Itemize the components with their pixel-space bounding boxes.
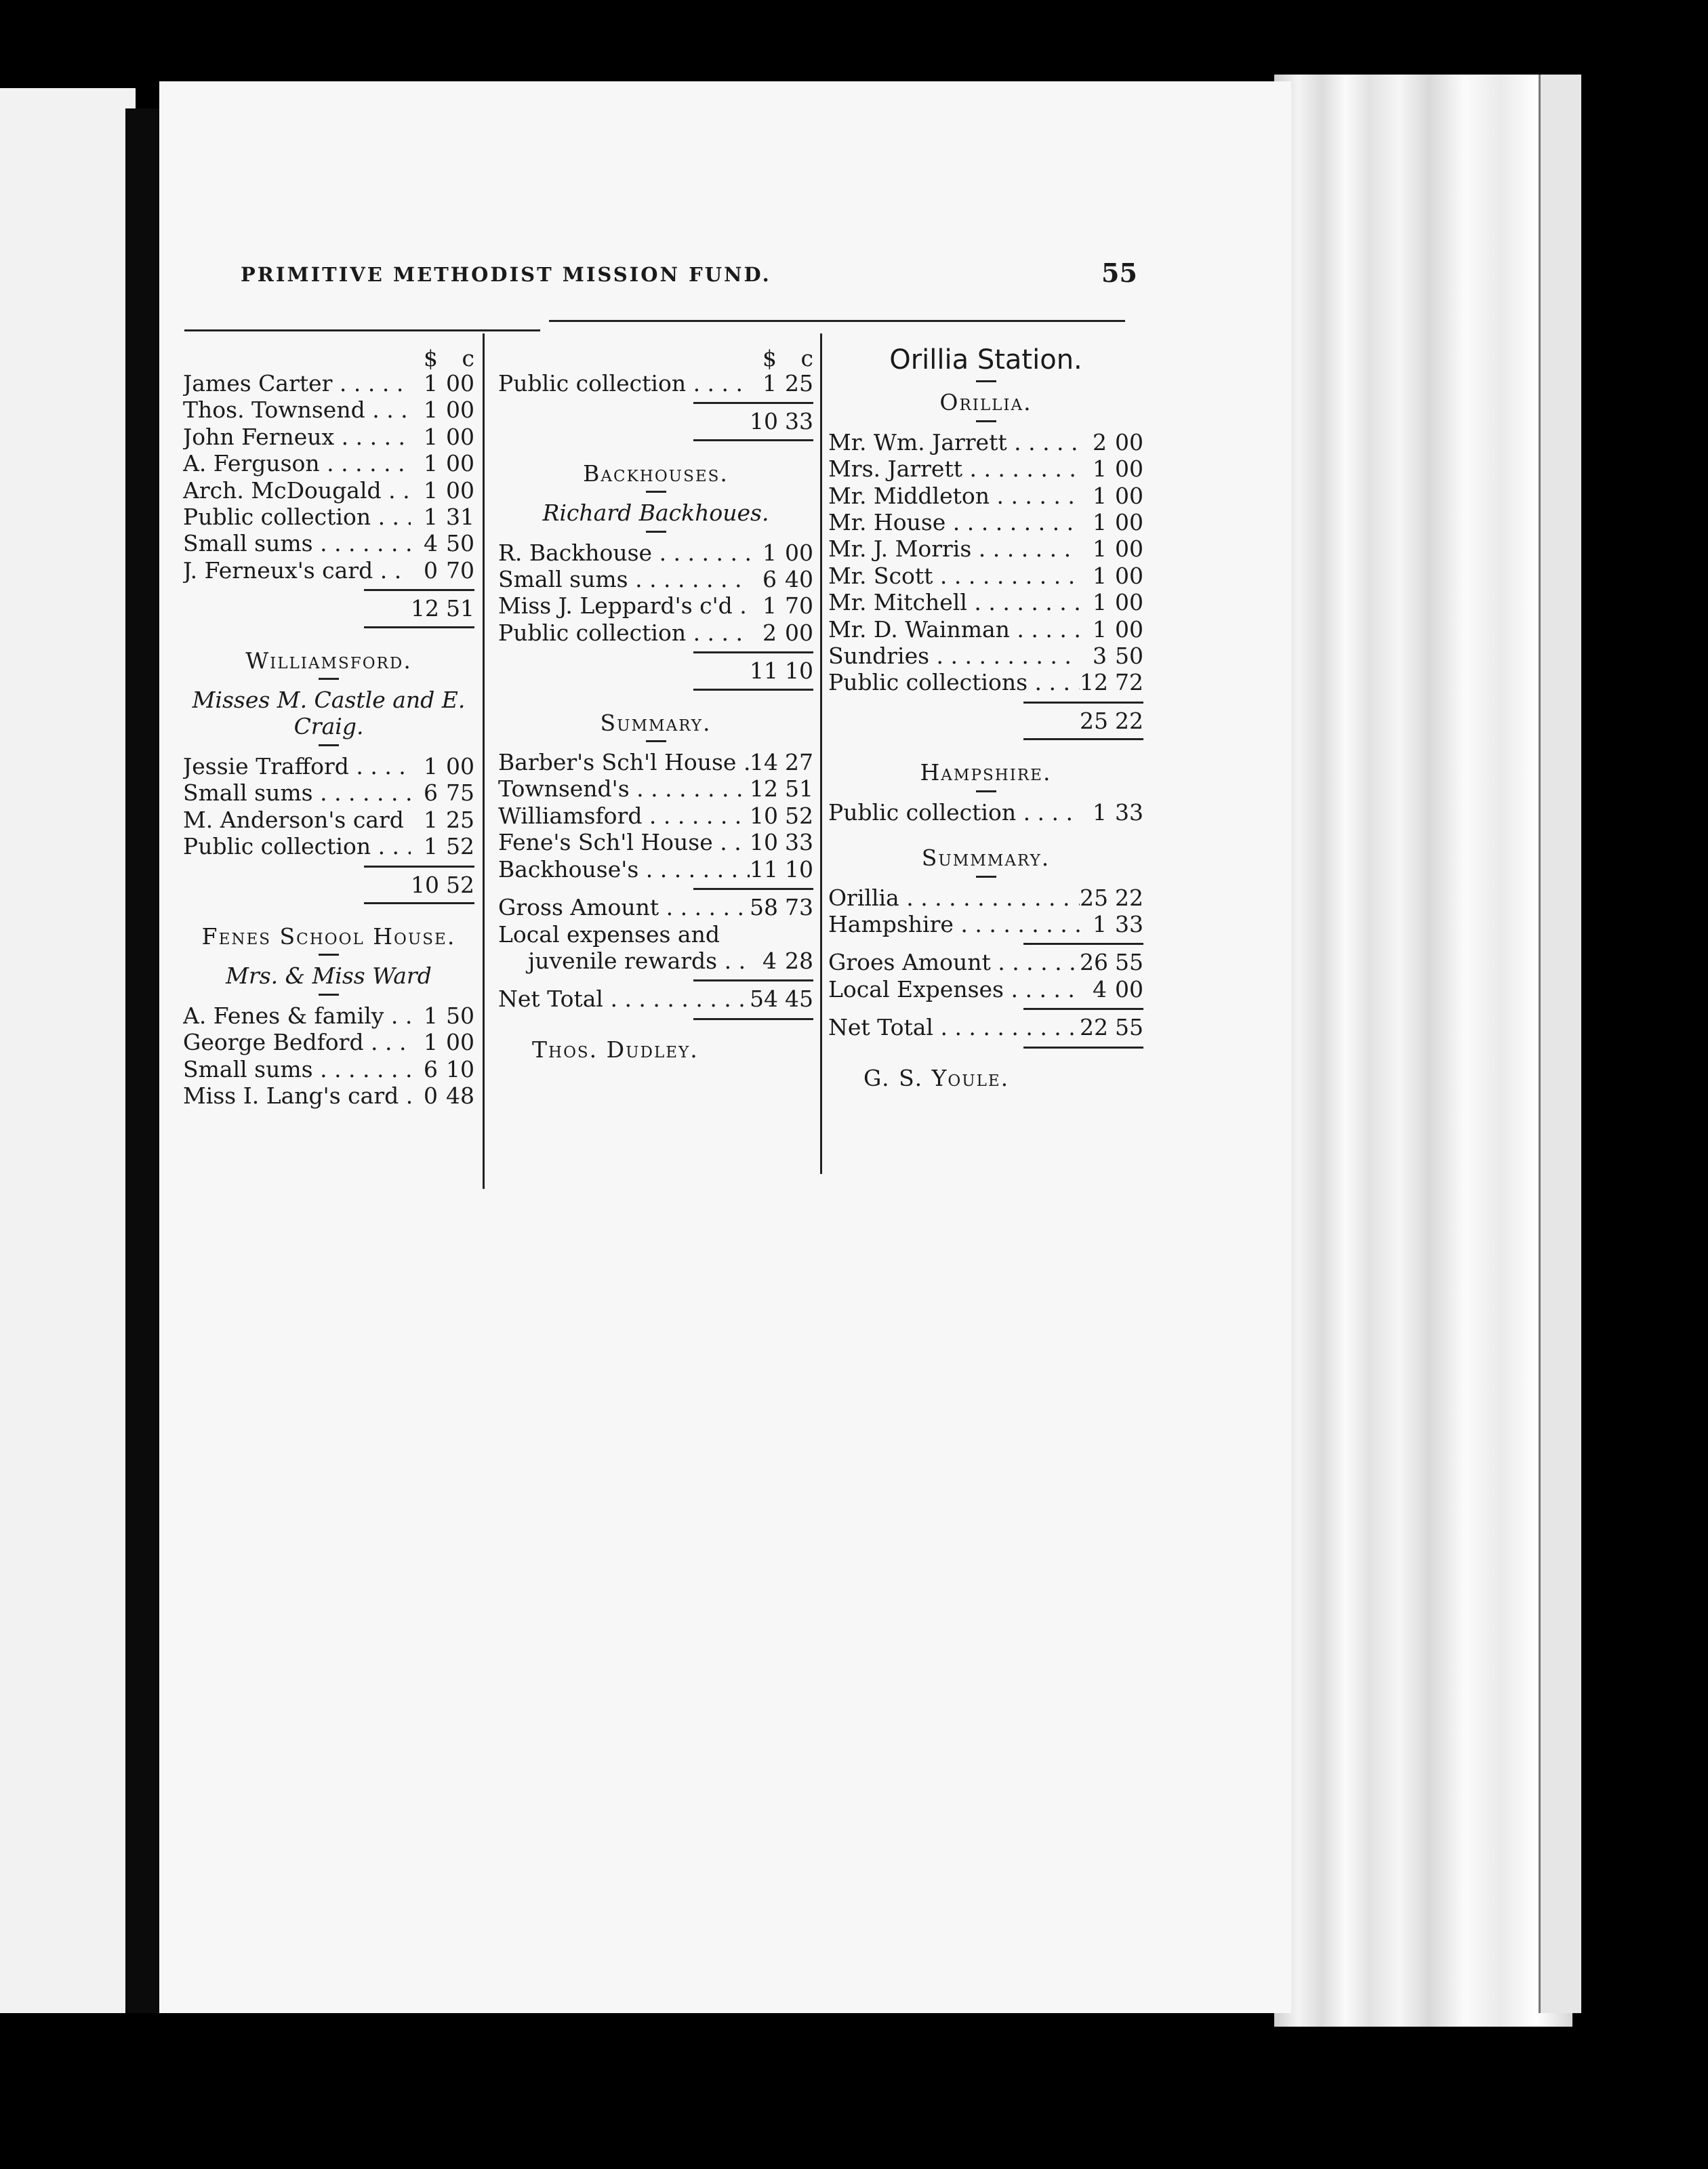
column-divider-1: [483, 333, 485, 1189]
entry-label: Orillia . . .: [828, 885, 1080, 911]
cents-value: 00: [446, 752, 474, 779]
entry-label: Townsend's . . .: [498, 775, 750, 802]
cents-header: c: [800, 345, 813, 371]
column-3: [828, 344, 1143, 1091]
fenes-list: [183, 1002, 474, 1110]
ledger-row: [498, 775, 813, 802]
cents-value: 22: [1115, 884, 1143, 911]
heading-dash: [646, 491, 666, 493]
entry-label: Mr. D. Wainman . . .: [828, 616, 1080, 643]
ledger-row: [183, 833, 474, 859]
cents-value: 33: [785, 829, 813, 856]
collectors-names: Richard Backhoues.: [542, 500, 769, 527]
ledger-row: [498, 620, 813, 646]
page-edges: [1274, 75, 1572, 2027]
dollars-value: 6: [762, 566, 777, 593]
ledger-row: [828, 911, 1143, 937]
dollars-value: 1: [424, 397, 438, 424]
dollars-value: 1: [424, 1002, 438, 1029]
ledger-row: [828, 616, 1143, 643]
orillia-list: [828, 429, 1143, 696]
fenes-total: 10 33: [693, 402, 813, 441]
dollars-value: 1: [1093, 535, 1107, 563]
collectors-names: Misses M. Castle and E. Craig.: [192, 687, 466, 740]
entry-label: Mr. Scott . . .: [828, 563, 1080, 589]
header-rule-right: [549, 320, 1125, 322]
cents-value: 00: [446, 1029, 474, 1056]
summary-list: [828, 885, 1143, 938]
ledger-row: [498, 540, 813, 566]
heading-dash: [319, 994, 339, 996]
cents-value: 51: [785, 775, 813, 803]
entry-label: Public collections . . .: [828, 669, 1080, 695]
section-heading-orillia: Orillia.: [939, 389, 1032, 416]
townsends-total: 12 51: [364, 589, 474, 628]
cents-value: 00: [446, 397, 474, 424]
entry-label: M. Anderson's card . . .: [183, 807, 411, 833]
cents-value: 75: [446, 779, 474, 807]
ledger-row: [498, 829, 813, 855]
dollars-value: 25: [1080, 884, 1108, 911]
currency-header: [183, 347, 474, 370]
ledger-row: [828, 669, 1143, 695]
column-divider-2: [820, 333, 822, 1174]
dollars-value: 1: [762, 539, 777, 566]
ledger-row: [828, 509, 1143, 535]
cents-value: 00: [446, 477, 474, 504]
hampshire-list: [828, 799, 1143, 826]
dollars-value: 1: [1093, 509, 1107, 536]
dollars-value: 11: [750, 855, 778, 883]
entry-label: Hampshire . . .: [828, 911, 1080, 937]
ledger-row: [183, 424, 474, 450]
dollars-value: 1: [1093, 615, 1107, 643]
cents-value: 52: [785, 802, 813, 829]
running-header: PRIMITIVE METHODIST MISSION FUND.: [241, 263, 771, 286]
cents-value: 10: [446, 1055, 474, 1082]
dollars-value: 1: [762, 370, 777, 397]
entry-label: Sundries . . .: [828, 643, 1080, 669]
section-heading-williamsford: Williamsford.: [245, 647, 412, 674]
townsends-list: [183, 370, 474, 584]
dollar-header: $: [424, 345, 438, 371]
ledger-row: [498, 370, 813, 397]
cents-value: 00: [446, 450, 474, 477]
ledger-row: [183, 370, 474, 397]
cents-value: 00: [785, 619, 813, 646]
entry-label: James Carter . . .: [183, 370, 411, 397]
ledger-row: [498, 803, 813, 829]
entry-label: J. Ferneux's card . . .: [183, 557, 411, 584]
dollars-value: 1: [424, 833, 438, 860]
heading-dash: [976, 380, 996, 382]
backhouses-list: [498, 540, 813, 647]
cents-value: 00: [446, 423, 474, 450]
dollar-header: $: [762, 345, 777, 371]
dollars-value: 1: [762, 592, 777, 620]
cents-value: 00: [1115, 482, 1143, 509]
local-expenses-row: Local Expenses . . . 4 00: [828, 976, 1143, 1002]
entry-label: Mr. Mitchell . . .: [828, 589, 1080, 615]
cents-value: 70: [446, 556, 474, 584]
orillia-total: 25 22: [1023, 702, 1143, 740]
entry-label: Small sums . . .: [183, 530, 411, 556]
entry-label: A. Ferguson . . .: [183, 450, 411, 477]
cents-value: 50: [1115, 643, 1143, 670]
section-heading-fenes-school-house: Fenes School House.: [201, 923, 456, 950]
column-2: [498, 347, 813, 1063]
dollars-value: 1: [1093, 482, 1107, 509]
summary-rule: [693, 888, 813, 890]
book-cover-edge: [1539, 75, 1581, 2013]
entry-label: Public collection . . .: [183, 833, 411, 859]
cents-value: 27: [785, 749, 813, 776]
heading-dash: [319, 678, 339, 680]
cents-value: 40: [785, 566, 813, 593]
cents-value: 50: [446, 1002, 474, 1029]
heading-dash: [976, 790, 996, 792]
entry-label: Mr. Middleton . . .: [828, 483, 1080, 509]
cents-value: 00: [1115, 509, 1143, 536]
ledger-row: [498, 566, 813, 592]
collectors-names: Mrs. & Miss Ward: [226, 962, 432, 990]
cents-value: 33: [1115, 798, 1143, 826]
ledger-row: [183, 1082, 474, 1109]
ledger-row: [183, 557, 474, 584]
cents-value: 00: [1115, 615, 1143, 643]
dollars-value: 1: [424, 806, 438, 833]
cents-value: 72: [1115, 669, 1143, 696]
local-expenses-line: Local expenses and: [498, 920, 720, 948]
cents-value: 50: [446, 530, 474, 557]
ledger-row: [828, 455, 1143, 482]
heading-dash: [319, 954, 339, 956]
entry-label: R. Backhouse . . .: [498, 540, 750, 566]
dollars-value: 10: [750, 829, 778, 856]
dollars-value: 1: [424, 423, 438, 450]
cents-value: 00: [785, 539, 813, 566]
cents-value: 52: [446, 833, 474, 860]
page-number: 55: [1101, 258, 1137, 288]
dollars-value: 2: [1093, 428, 1107, 455]
entry-label: Mr. Wm. Jarrett . . .: [828, 429, 1080, 455]
entry-label: John Ferneux . . .: [183, 424, 411, 450]
williamsford-list: [183, 753, 474, 860]
entry-label: Mrs. Jarrett . . .: [828, 455, 1080, 482]
entry-label: Arch. McDougald . . .: [183, 477, 411, 504]
cents-value: 48: [446, 1082, 474, 1109]
dollars-value: 1: [1093, 562, 1107, 589]
station-title: Orillia Station.: [889, 344, 1082, 376]
ledger-row: [828, 429, 1143, 455]
entry-label: Barber's Sch'l House . . .: [498, 749, 750, 775]
cents-value: 25: [785, 370, 813, 397]
ledger-row: [183, 1029, 474, 1055]
entry-label: Small sums . . .: [498, 566, 750, 592]
ledger-row: [183, 779, 474, 806]
ledger-row: [828, 643, 1143, 669]
signature: G. S. Youle.: [863, 1064, 1010, 1091]
entry-label: Public collection . . .: [498, 370, 750, 397]
entry-label: Backhouse's . . .: [498, 856, 750, 883]
cents-value: 00: [1115, 535, 1143, 563]
fenes-continued-list: [498, 370, 813, 397]
dollars-value: 6: [424, 779, 438, 807]
dollars-value: 3: [1093, 643, 1107, 670]
section-heading-hampshire: Hampshire.: [920, 759, 1052, 786]
cents-value: 00: [1115, 589, 1143, 616]
entry-label: Jessie Trafford . . .: [183, 753, 411, 779]
heading-dash: [646, 740, 666, 742]
ledger-row: [828, 483, 1143, 509]
dollars-value: 1: [1093, 589, 1107, 616]
ledger-row: [183, 530, 474, 556]
ledger-row: [183, 450, 474, 477]
dollars-value: 12: [750, 775, 778, 803]
heading-dash: [646, 531, 666, 533]
dollars-value: 1: [424, 450, 438, 477]
ledger-row: [498, 592, 813, 619]
ledger-row: [183, 807, 474, 833]
section-heading-summary: Summmary.: [921, 845, 1051, 872]
dollars-value: 2: [762, 619, 777, 646]
section-heading-summary: Summary.: [600, 709, 712, 736]
ledger-row: [828, 799, 1143, 826]
dollars-value: 1: [1093, 910, 1107, 937]
ledger-row: [183, 477, 474, 504]
ledger-row: [828, 563, 1143, 589]
entry-label: Fene's Sch'l House . . .: [498, 829, 750, 855]
gross-amount-row: Gross Amount . . . 58 73: [498, 894, 813, 920]
dollars-value: 14: [750, 749, 778, 776]
entry-label: Public collection . . .: [498, 620, 750, 646]
net-total-row: Net Total . . . 22 55: [828, 1014, 1143, 1040]
heading-dash: [319, 744, 339, 746]
dollars-value: 0: [424, 556, 438, 584]
entry-label: A. Fenes & family . . .: [183, 1002, 411, 1029]
dollars-value: 12: [1080, 669, 1108, 696]
williamsford-total: 10 52: [364, 866, 474, 904]
heading-dash: [976, 420, 996, 422]
dollars-value: 4: [424, 530, 438, 557]
dollars-value: 1: [424, 504, 438, 531]
gross-amount-row: Groes Amount . . . 26 55: [828, 949, 1143, 975]
ledger-row: [183, 504, 474, 530]
backhouses-total: 11 10: [693, 651, 813, 690]
entry-label: Miss I. Lang's card . . .: [183, 1082, 411, 1109]
cents-value: 10: [785, 855, 813, 883]
dollars-value: 6: [424, 1055, 438, 1082]
dollars-value: 1: [424, 1029, 438, 1056]
entry-label: Williamsford . . .: [498, 803, 750, 829]
currency-header: [498, 347, 813, 370]
facing-page-edge: [0, 88, 136, 2013]
heading-dash: [976, 876, 996, 878]
entry-label: Small sums . . .: [183, 1056, 411, 1082]
cents-value: 00: [446, 370, 474, 397]
dollars-value: 1: [424, 477, 438, 504]
entry-label: Public collection . . .: [183, 504, 411, 530]
dollars-value: 1: [424, 752, 438, 779]
local-expenses-row: juvenile rewards . . . 4 28: [498, 948, 813, 974]
ledger-row: [498, 856, 813, 883]
ledger-row: [183, 1056, 474, 1082]
entry-label: Mr. House . . .: [828, 509, 1080, 535]
net-total-row: Net Total . . . 54 45: [498, 986, 813, 1012]
summary-rule: [693, 979, 813, 981]
summary-rule: [1023, 1008, 1143, 1010]
ledger-row: [828, 535, 1143, 562]
signature: Thos. Dudley.: [532, 1036, 699, 1063]
summary-rule: [1023, 943, 1143, 945]
cents-value: 00: [1115, 428, 1143, 455]
summary-rule: [1023, 1047, 1143, 1049]
summary-rule: [693, 1018, 813, 1020]
entry-label: Mr. J. Morris . . .: [828, 535, 1080, 562]
ledger-row: [183, 1002, 474, 1029]
entry-label: Miss J. Leppard's c'd . . .: [498, 592, 750, 619]
dollars-value: 1: [1093, 455, 1107, 483]
dollars-value: 1: [1093, 798, 1107, 826]
entry-label: Public collection . . .: [828, 799, 1080, 826]
dollars-value: 1: [424, 370, 438, 397]
ledger-row: [828, 885, 1143, 911]
cents-value: 25: [446, 806, 474, 833]
cents-value: 70: [785, 592, 813, 620]
cents-value: 00: [1115, 455, 1143, 483]
entry-label: Thos. Townsend . . .: [183, 397, 411, 423]
cents-value: 00: [1115, 562, 1143, 589]
column-1: [183, 347, 474, 1109]
cents-value: 33: [1115, 910, 1143, 937]
entry-label: Small sums . . .: [183, 779, 411, 806]
ledger-row: [498, 749, 813, 775]
cents-header: c: [462, 345, 474, 371]
cents-value: 31: [446, 504, 474, 531]
entry-label: George Bedford . . .: [183, 1029, 411, 1055]
dollars-value: 10: [750, 802, 778, 829]
ledger-row: [183, 753, 474, 779]
ledger-row: [183, 397, 474, 423]
ledger-row: [828, 589, 1143, 615]
header-rule-left: [184, 329, 540, 331]
section-heading-backhouses: Backhouses.: [583, 460, 729, 487]
dollars-value: 0: [424, 1082, 438, 1109]
summary-list: [498, 749, 813, 883]
